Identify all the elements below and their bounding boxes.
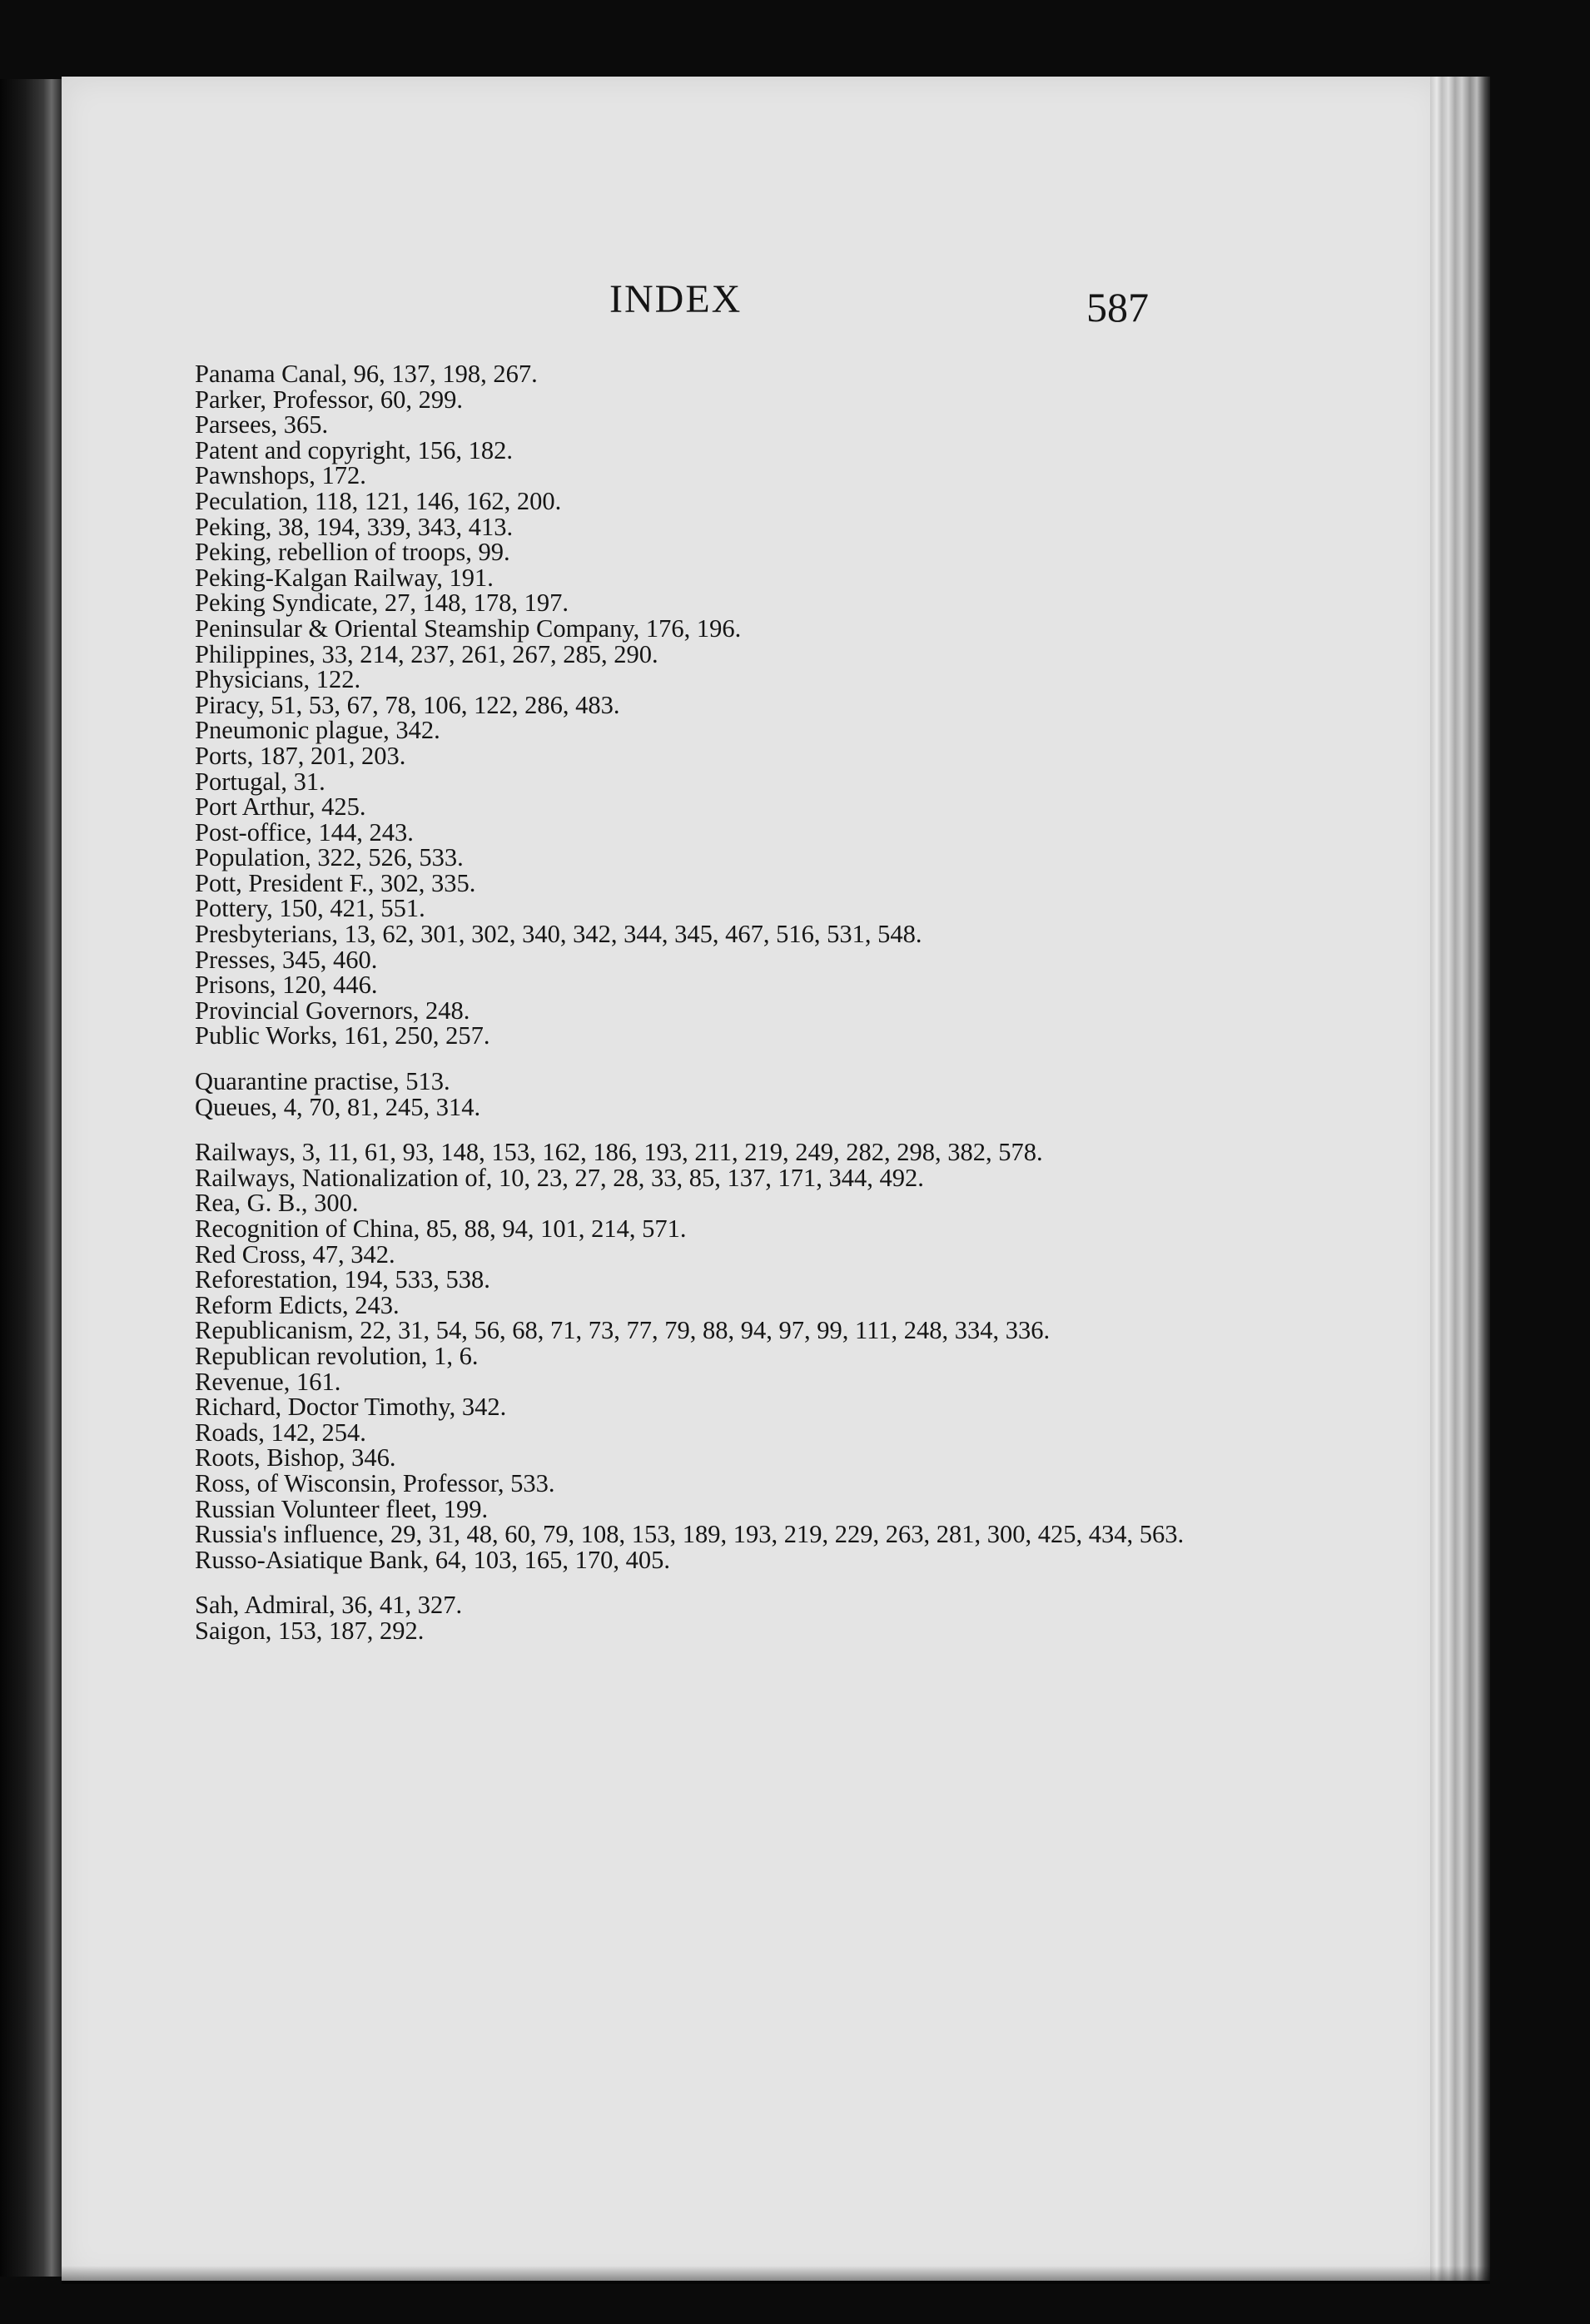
index-entry: Peninsular & Oriental Steamship Company, 176, 196. <box>195 613 742 643</box>
page-number: 587 <box>1086 284 1149 330</box>
index-entry: Post-office, 144, 243. <box>195 817 414 847</box>
index-entry: Prisons, 120, 446. <box>195 971 378 1000</box>
index-entry: Roads, 142, 254. <box>195 1418 366 1447</box>
book-spine-edge <box>0 79 62 2277</box>
index-entry: Railways, Nationalization of, 10, 23, 27, 28, 33, 85, 137, 171, 344, 492. <box>195 1163 924 1192</box>
index-entry: Patent and copyright, 156, 182. <box>195 435 514 464</box>
index-entry: Peking-Kalgan Railway, 191. <box>195 563 494 592</box>
index-entry: Reforestation, 194, 533, 538. <box>195 1265 490 1294</box>
index-entry: Pawnshops, 172. <box>195 461 366 490</box>
index-entry: Pottery, 150, 421, 551. <box>195 894 425 923</box>
page-stack-edge <box>1430 77 1490 2281</box>
index-entry: Roots, Bishop, 346. <box>195 1443 396 1472</box>
index-entry: Peculation, 118, 121, 146, 162, 200. <box>195 486 562 515</box>
index-entry: Panama Canal, 96, 137, 198, 267. <box>195 360 538 388</box>
index-entry: Portugal, 31. <box>195 767 325 796</box>
page-bottom-shadow <box>62 2266 1490 2284</box>
index-entry: Pneumonic plague, 342. <box>195 716 440 745</box>
index-entry: Reform Edicts, 243. <box>195 1290 400 1319</box>
index-entry: Physicians, 122. <box>195 665 361 694</box>
index-entry: Red Cross, 47, 342. <box>195 1239 395 1269</box>
index-entry: Recognition of China, 85, 88, 94, 101, 214, 571. <box>195 1214 687 1243</box>
index-entry: Republicanism, 22, 31, 54, 56, 68, 71, 73, 77, 79, 88, 94, 97, 99, 111, 248, 334, 336. <box>195 1316 1051 1345</box>
section-gap <box>195 1572 1227 1592</box>
index-entry: Presbyterians, 13, 62, 301, 302, 340, 342, 344, 345, 467, 516, 531, 548. <box>195 920 922 949</box>
index-entries <box>195 361 1227 1644</box>
index-entry: Ports, 187, 201, 203. <box>195 741 406 770</box>
index-entry: Parsees, 365. <box>195 410 329 439</box>
index-entry: Port Arthur, 425. <box>195 792 366 822</box>
index-entry: Pott, President F., 302, 335. <box>195 868 476 897</box>
index-entry: Presses, 345, 460. <box>195 945 378 974</box>
index-entry: Provincial Governors, 248. <box>195 996 470 1025</box>
index-entry: Republican revolution, 1, 6. <box>195 1341 479 1370</box>
index-entry: Peking Syndicate, 27, 148, 178, 197. <box>195 588 569 618</box>
index-entry: Revenue, 161. <box>195 1367 341 1396</box>
index-entry: Philippines, 33, 214, 237, 261, 267, 285, 290. <box>195 639 658 668</box>
index-entry: Russia's influence, 29, 31, 48, 60, 79, 108, 153, 189, 193, 219, 229, 263, 281, 300, 425, 434, 563. <box>195 1520 1185 1549</box>
index-entry: Rea, G. B., 300. <box>195 1189 359 1218</box>
index-entry: Peking, 38, 194, 339, 343, 413. <box>195 512 514 541</box>
index-entry: Piracy, 51, 53, 67, 78, 106, 122, 286, 483. <box>195 690 620 719</box>
index-entry: Russo-Asiatique Bank, 64, 103, 165, 170, 405. <box>195 1545 671 1574</box>
index-entry: Sah, Admiral, 36, 41, 327. <box>195 1591 463 1620</box>
index-entry: Queues, 4, 70, 81, 245, 314. <box>195 1092 481 1121</box>
index-entry: Parker, Professor, 60, 299. <box>195 385 463 414</box>
running-head: INDEX <box>609 277 743 321</box>
index-entry: Railways, 3, 11, 61, 93, 148, 153, 162, 186, 193, 211, 219, 249, 282, 298, 382, 578. <box>195 1138 1043 1167</box>
index-entry: Ross, of Wisconsin, Professor, 533. <box>195 1468 555 1497</box>
index-entry: Saigon, 153, 187, 292. <box>195 1616 425 1645</box>
index-entry: Richard, Doctor Timothy, 342. <box>195 1393 507 1422</box>
index-entry: Quarantine practise, 513. <box>195 1067 450 1096</box>
index-entry: Population, 322, 526, 533. <box>195 843 464 872</box>
index-entry: Peking, rebellion of troops, 99. <box>195 538 510 567</box>
section-gap <box>195 1049 1227 1069</box>
index-entry: Russian Volunteer fleet, 199. <box>195 1494 489 1523</box>
section-gap <box>195 1120 1227 1140</box>
index-entry: Public Works, 161, 250, 257. <box>195 1021 490 1050</box>
